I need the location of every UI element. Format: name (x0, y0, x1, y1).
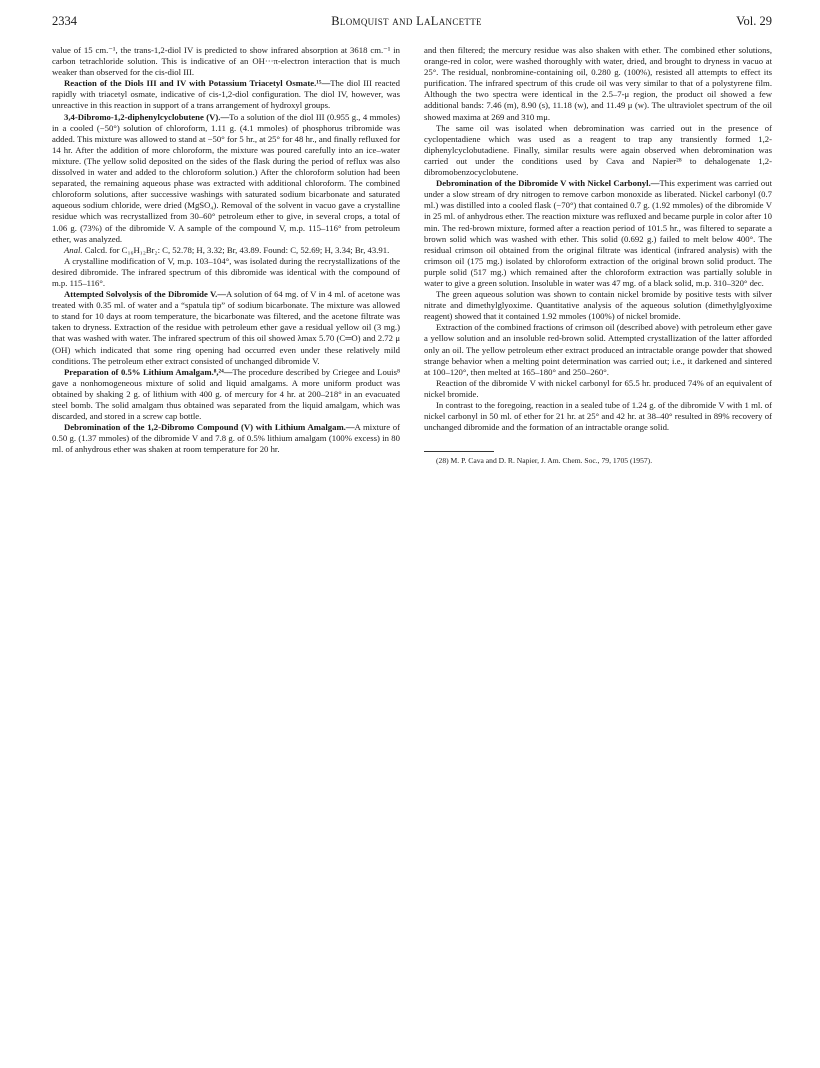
section-solvolysis (52, 289, 400, 367)
paragraph: In contrast to the foregoing, reaction in a sealed tube of 1.24 g. of the dibromide V with 1 ml. of nickel carbonyl in 50 ml. of ether for 21 hr. at 25° and 42 hr. at 38–40° resulted in 89% recovery of unchanged dibromide and the formation of an intractable orange solid. (424, 400, 772, 433)
analysis-values: Calcd. for C₁₆H₁₂Br₂: C, 52.78; H, 3.32; Br, 43.89. Found: C, 52.69; H, 3.34; Br, 43.91. (84, 244, 390, 255)
section-heading: Debromination of the Dibromide V with Nickel Carbonyl.— (436, 178, 660, 189)
section-text: This experiment was carried out under a slow stream of dry nitrogen to remove carbon monoxide as liberated. Nickel carbonyl (0.7 ml.) was distilled into a cooled flask (−70°) that contained 0.7 g. (1.92 mmoles) of the dibromide V in 25 ml. of anhydrous ether. The reaction mixture was refluxed and became purple in color after 10 min. The red-brown mixture, formed after a reaction period of 101.5 hr., was filtered to separate a brown solid which was washed with ether. This solid (0.692 g.) failed to melt below 400°. The residual crimson oil obtained from the original filtrate was identical (infrared analysis) with the crimson oil (175 mg.) isolated by chloroform extraction of the original brown solid product. The purple solid (517 mg.) which remained after the chloroform extraction was partially soluble in water to give a green solution. Insoluble in water was 47 mg. of a black solid, m.p. 310–320° dec. (424, 178, 772, 288)
paragraph: value of 15 cm.⁻¹, the trans-1,2-diol IV is predicted to show infrared absorption at 3618 cm.⁻¹ in carbon tetrachloride solution. This is indicative of an OH···π-electron interaction that is much weaker than observed for the cis-diol III. (52, 45, 400, 78)
article-body (52, 45, 772, 466)
paragraph: The same oil was isolated when debromination was carried out in the presence of cyclopentadiene which was used as a reagent to trap any transiently formed 1,2-diphenylcyclobutadiene. Finally, similar results were again observed when debromination was carried out under the conditions used by Cava and Napier²⁸ to dehalogenate 1,2-dibromobenzocyclobutene. (424, 122, 772, 178)
analysis-paragraph (52, 245, 400, 256)
section-text: A mixture of 0.50 g. (1.37 mmoles) of the dibromide V and 7.8 g. of 0.5% lithium amalgam (100% excess) in 80 ml. of anhydrous ether was shaken at room temperature for 20 hr. (52, 422, 400, 455)
section-heading: Debromination of the 1,2-Dibromo Compound (V) with Lithium Amalgam.— (64, 422, 355, 433)
left-column (52, 45, 400, 466)
section-dibromo-synthesis (52, 112, 400, 245)
section-reaction-osmate (52, 78, 400, 111)
paragraph: A crystalline modification of V, m.p. 103–104°, was isolated during the recrystallizations of the desired dibromide. The infrared spectrum of this dibromide was identical with the compound of m.p. 115–116°. (52, 255, 400, 288)
section-debromination-lithium (52, 422, 400, 455)
section-text: A solution of 64 mg. of V in 4 ml. of acetone was treated with 0.35 ml. of water and a “spatula tip” of sodium bicarbonate. The mixture was allowed to stand for 10 days at room temperature, the bicarbonate was filtered, and the acetone filtrate was taken to dryness. Extraction of the residue with petroleum ether gave a residual yellow oil (3 mg.) that was washed with water. The infrared spectrum of this oil showed λmax 5.70 (C═O) and 2.72 μ (OH) which indicated that some ring opening had occurred even under these relatively mild conditions. The petroleum ether extract consisted of unchanged dibromide V. (52, 289, 400, 366)
right-column (424, 45, 772, 466)
volume-label: Vol. 29 (736, 14, 772, 28)
footnote: (28) M. P. Cava and D. R. Napier, J. Am. Chem. Soc., 79, 1705 (1957). (436, 456, 653, 466)
footnote-divider (424, 451, 494, 452)
page-number: 2334 (52, 14, 77, 28)
section-lithium-amalgam (52, 367, 400, 422)
section-heading: 3,4-Dibromo-1,2-diphenylcyclobutene (V).— (64, 111, 230, 122)
analysis-label: Anal. (64, 244, 83, 255)
paragraph: The green aqueous solution was shown to contain nickel bromide by positive tests with silver nitrate and dimethylglyoxime. Quantitative analysis of the aqueous solution (dimethylglyoxime reagent) showed that it contained 1.92 mmoles (100%) of nickel bromide. (424, 289, 772, 322)
running-authors: Blomquist and LaLancette (331, 14, 482, 28)
paragraph: and then filtered; the mercury residue was also shaken with ether. The combined ether solutions, orange-red in color, were washed thoroughly with water, dried, and brought to dryness in vacuo at 25°. The residual, nonbromine-containing oil, 0.280 g. (100%), resisted all attempts to effect its purification. The infrared spectrum of this crude oil was very similar to that of a polystyrene film. Although the two spectra were identical in the 2.5–7-μ region, the product oil showed a few additional bands: 7.46 (m), 8.90 (s), 11.18 (w), and 11.49 μ (w). The ultraviolet spectrum of the oil showed maxima at 269 and 310 mμ. (424, 45, 772, 122)
section-heading: Attempted Solvolysis of the Dibromide V.— (64, 289, 227, 300)
section-heading: Reaction of the Diols III and IV with Potassium Triacetyl Osmate.¹⁵— (64, 78, 331, 89)
paragraph: Reaction of the dibromide V with nickel carbonyl for 65.5 hr. produced 74% of an equivalent of nickel bromide. (424, 377, 772, 399)
section-text: The procedure described by Criegee and Louis⁸ gave a nonhomogeneous mixture of solid and liquid amalgams. A more uniform product was obtained by shaking 2 g. of lithium with 400 g. of mercury for 4 hr. at 200–218° in an evacuated steel bomb. The solid amalgam thus obtained was separated from the liquid amalgam, which was discarded, and stored in a screw cap bottle. (52, 366, 400, 422)
running-header (52, 10, 772, 32)
section-debromination-nickel (424, 178, 772, 289)
journal-page (52, 10, 772, 466)
paragraph: Extraction of the combined fractions of crimson oil (described above) with petroleum ether gave a yellow solution and an insoluble red-brown solid. Attempted crystallization of the latter afforded only an oil. The yellow petroleum ether extract produced an intractable orange powder that showed strange behavior when a melting point determination was carried out; i.e., it darkened and sintered at 100–120°, then melted at 165–180° and 250–260°. (424, 322, 772, 377)
section-text: To a solution of the diol III (0.955 g., 4 mmoles) in a cooled (−50°) solution of chloroform, 1.11 g. (4.1 mmoles) of phosphorus tribromide was added. This mixture was allowed to stand at −50° for 5 hr., at 25° for 48 hr., and finally refluxed for 14 hr. After the addition of more chloroform, the mixture was poured carefully into an ice–water mixture. (The yellow solid deposited on the sides of the flask during the period of reflux was also dissolved in water and added to the chloroform solution.) After the chloroform solution had been separated, the remaining aqueous phase was extracted with additional chloroform. The combined chloroform solutions, after successive washings with saturated sodium bicarbonate and saturated aqueous sodium chloride, were dried (MgSO₄). Removal of the solvent in vacuo gave a crystalline residue which was recrystallized from 30–60° petroleum ether to give, in several crops, a total of 1.06 g. (73%) of the dibromide V. A sample of the compound V, m.p. 115–116° from petroleum ether, was analyzed. (52, 111, 400, 244)
section-heading: Preparation of 0.5% Lithium Amalgam.⁸,²⁴— (64, 366, 233, 377)
section-text: The diol III reacted rapidly with triacetyl osmate, indicative of cis-1,2-diol configuration. The diol IV, however, was unreactive in this reaction in support of a trans arrangement of hydroxyl groups. (52, 78, 400, 111)
